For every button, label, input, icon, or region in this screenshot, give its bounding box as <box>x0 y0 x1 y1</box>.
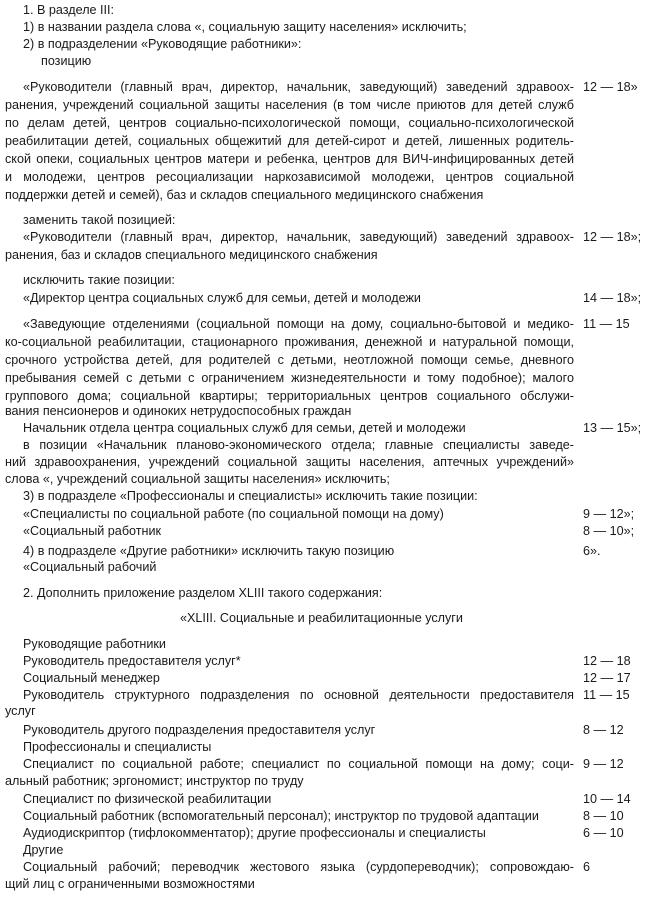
row-value: 6 — 10 <box>583 826 624 840</box>
block1-line: реабилитации детей, социальных общежитий для детей-сирот и детей, лишенных родитель- <box>5 134 574 148</box>
block3-value: 14 — 18»; <box>583 291 642 305</box>
row-value: 8 — 10 <box>583 809 624 823</box>
block3-line: «Директор центра социальных служб для семьи, детей и молодежи <box>23 291 421 305</box>
category-professionals: Профессионалы и специалисты <box>23 740 212 754</box>
part1-item2: 2) в подразделении «Руководящие работники»: <box>23 37 302 51</box>
block4-line: группового дома; социальной квартиры; территориальных центров социального обслужи- <box>5 389 574 403</box>
block4-line: ко-социальной реабилитации, стационарного проживания, денежной и натуральной помощи, <box>5 335 574 349</box>
category-management: Руководящие работники <box>23 637 166 651</box>
block1-line: по делам детей, центров социально-психологической помощи, социально-психологической <box>5 116 574 130</box>
row-value: 9 — 12 <box>583 757 624 771</box>
block9-line: 4) в подразделе «Другие работники» исключить такую позицию <box>23 544 395 558</box>
block4-line: срочного устройства детей, для родителей с детьми, неотложной помощи семье, дневного <box>5 353 574 367</box>
block1-line: и молодежи, центров ресоциализации наркозависимой молодежи, центров социальной <box>5 170 574 184</box>
table-row: Специалист по социальной работе; специалист по социальной помощи на дому; соци- <box>23 757 574 771</box>
table-row: Социальный работник (вспомогательный персонал); инструктор по трудовой адаптации <box>23 809 539 823</box>
table-row: Руководитель другого подразделения предоставителя услуг <box>23 723 376 737</box>
table-row-cont: альный работник; эргономист; инструктор по труду <box>5 774 304 788</box>
table-row-cont: щий лиц с ограниченными возможностями <box>5 877 255 891</box>
table-row: Социальный рабочий; переводчик жестового языка (сурдопереводчик); сопровождаю- <box>23 860 574 874</box>
block8-line: «Социальный работник <box>23 524 162 538</box>
section-title: «XLIII. Социальные и реабилитационные услуги <box>180 611 463 625</box>
row-value: 10 — 14 <box>583 792 631 806</box>
block4-line: вания пенсионеров и одиноких нетрудоспособных граждан <box>5 404 352 418</box>
block2-line: ранения, баз и складов специального медицинского снабжения <box>5 248 378 262</box>
block8-value: 8 — 10»; <box>583 524 635 538</box>
block1-line: поддержки детей и семей), баз и складов специального медицинского снабжения <box>5 188 484 202</box>
block4-value: 11 — 15 <box>583 317 630 331</box>
table-row: Социальный менеджер <box>23 671 160 685</box>
block1-value: 12 — 18» <box>583 80 638 94</box>
part1-heading: 1. В разделе III: <box>23 3 115 17</box>
table-row: Специалист по физической реабилитации <box>23 792 272 806</box>
block6-line: ний здравоохранения, учреждений социальной защиты населения, аптечных учреждений» <box>5 455 574 469</box>
block7-value: 9 — 12»; <box>583 507 635 521</box>
block6-line: в позиции «Начальник планово-экономического отдела; главные специалисты заведе- <box>23 438 574 452</box>
block4-line: пребывания семей с детьми с ограничением жизнедеятельности и тому подобное); малого <box>5 371 574 385</box>
position-label: позицию <box>41 54 92 68</box>
row-value: 12 — 18 <box>583 654 631 668</box>
row-value: 6 <box>583 860 591 874</box>
block9-value: 6». <box>583 544 601 558</box>
block7-line: «Специалисты по социальной работе (по социальной помощи на дому) <box>23 507 444 521</box>
row-value: 12 — 17 <box>583 671 631 685</box>
block10-line: «Социальный рабочий <box>23 560 157 574</box>
row-value: 8 — 12 <box>583 723 624 737</box>
table-row-cont: услуг <box>5 704 36 718</box>
table-row: Руководитель предоставителя услуг* <box>23 654 241 668</box>
block1-line: ранения, учреждений социальной защиты населения (в том числе приютов для детей служб <box>5 98 574 112</box>
table-row: Руководитель структурного подразделения по основной деятельности предоставителя <box>23 688 574 702</box>
exclude-label: исключить такие позиции: <box>23 273 175 287</box>
block5-value: 13 — 15»; <box>583 421 642 435</box>
block6-line: слова «, учреждений социальной защиты населения» исключить; <box>5 472 390 486</box>
category-other: Другие <box>23 843 64 857</box>
part1-item3: 3) в подразделе «Профессионалы и специалисты» исключить такие позиции: <box>23 489 478 503</box>
table-row: Аудиодискриптор (тифлокомментатор); другие профессионалы и специалисты <box>23 826 486 840</box>
replace-label: заменить такой позицией: <box>23 213 176 227</box>
part1-item1: 1) в названии раздела слова «, социальную защиту населения» исключить; <box>23 20 467 34</box>
block2-line: «Руководители (главный врач, директор, начальник, заведующий) заведений здравоох- <box>23 230 574 244</box>
block5-line: Начальник отдела центра социальных служб для семьи, детей и молодежи <box>23 421 466 435</box>
block1-line: «Руководители (главный врач, директор, начальник, заведующий) заведений здравоох- <box>23 80 574 94</box>
block1-line: ской опеки, социальных центров матери и ребенка, центров для ВИЧ-инфицированных детей <box>5 152 574 166</box>
row-value: 11 — 15 <box>583 688 630 702</box>
block2-value: 12 — 18»; <box>583 230 642 244</box>
part2-heading: 2. Дополнить приложение разделом XLIII такого содержания: <box>23 586 383 600</box>
block4-line: «Заведующие отделениями (социальной помощи на дому, социально-бытовой и медико- <box>23 317 574 331</box>
